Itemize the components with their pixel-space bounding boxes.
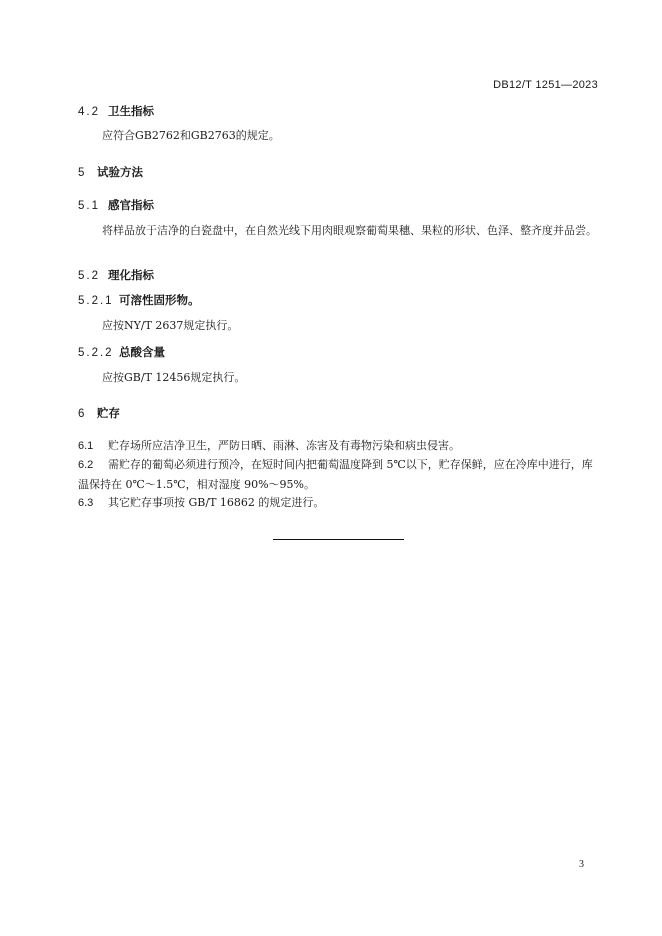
- clause-6-1: [78, 436, 602, 456]
- heading-5-2-1: [78, 292, 200, 308]
- paragraph-5-2-2: 应按GB/T 12456规定执行。: [102, 371, 246, 384]
- clause-6-3: [78, 493, 602, 513]
- section-title: 试验方法: [97, 165, 143, 179]
- paragraph-4-2: 应符合GB2762和GB2763的规定。: [102, 129, 280, 142]
- clause-number: 6.1: [78, 440, 94, 452]
- section-title: 卫生指标: [108, 104, 154, 118]
- section-title: 可溶性固形物。: [119, 293, 200, 307]
- clause-text: 其它贮存事项按 GB/T 16862 的规定进行。: [108, 496, 325, 509]
- section-title: 贮存: [97, 406, 120, 420]
- clause-text: 贮存场所应洁净卫生，严防日晒、雨淋、冻害及有毒物污染和病虫侵害。: [108, 439, 460, 452]
- heading-6: [78, 405, 120, 421]
- section-number: 6: [78, 408, 87, 420]
- section-title: 感官指标: [108, 198, 154, 212]
- heading-5-2: [78, 267, 154, 283]
- standard-code: DB12/T 1251—2023: [493, 79, 598, 91]
- section-title: 理化指标: [108, 268, 154, 282]
- section-number: 5: [78, 167, 87, 179]
- heading-4-2: [78, 103, 154, 119]
- section-number: 5.2.1: [78, 295, 114, 307]
- section-number: 5.2.2: [78, 347, 114, 359]
- heading-5: [78, 164, 143, 180]
- page-number: 3: [579, 859, 584, 870]
- heading-5-2-2: [78, 344, 165, 360]
- clause-text: 需贮存的葡萄必须进行预冷，在短时间内把葡萄温度降到 5℃以下，贮存保鲜，应在冷库中进行，库温保持在 0℃～1.5℃，相对湿度 90%～95%。: [78, 458, 593, 491]
- section-number: 5.1: [78, 200, 100, 212]
- paragraph-5-1: 将样品放于洁净的白瓷盘中，在自然光线下用肉眼观察葡萄果穗、果粒的形状、色泽、整齐度并品尝。: [102, 224, 597, 237]
- heading-5-1: [78, 197, 154, 213]
- section-number: 5.2: [78, 270, 100, 282]
- section-title: 总酸含量: [119, 345, 165, 359]
- clause-6-2: [78, 455, 602, 494]
- paragraph-5-2-1: 应按NY/T 2637规定执行。: [102, 319, 239, 332]
- clause-number: 6.2: [78, 459, 94, 471]
- clause-number: 6.3: [78, 497, 94, 509]
- section-number: 4.2: [78, 106, 100, 118]
- end-rule: [273, 539, 404, 540]
